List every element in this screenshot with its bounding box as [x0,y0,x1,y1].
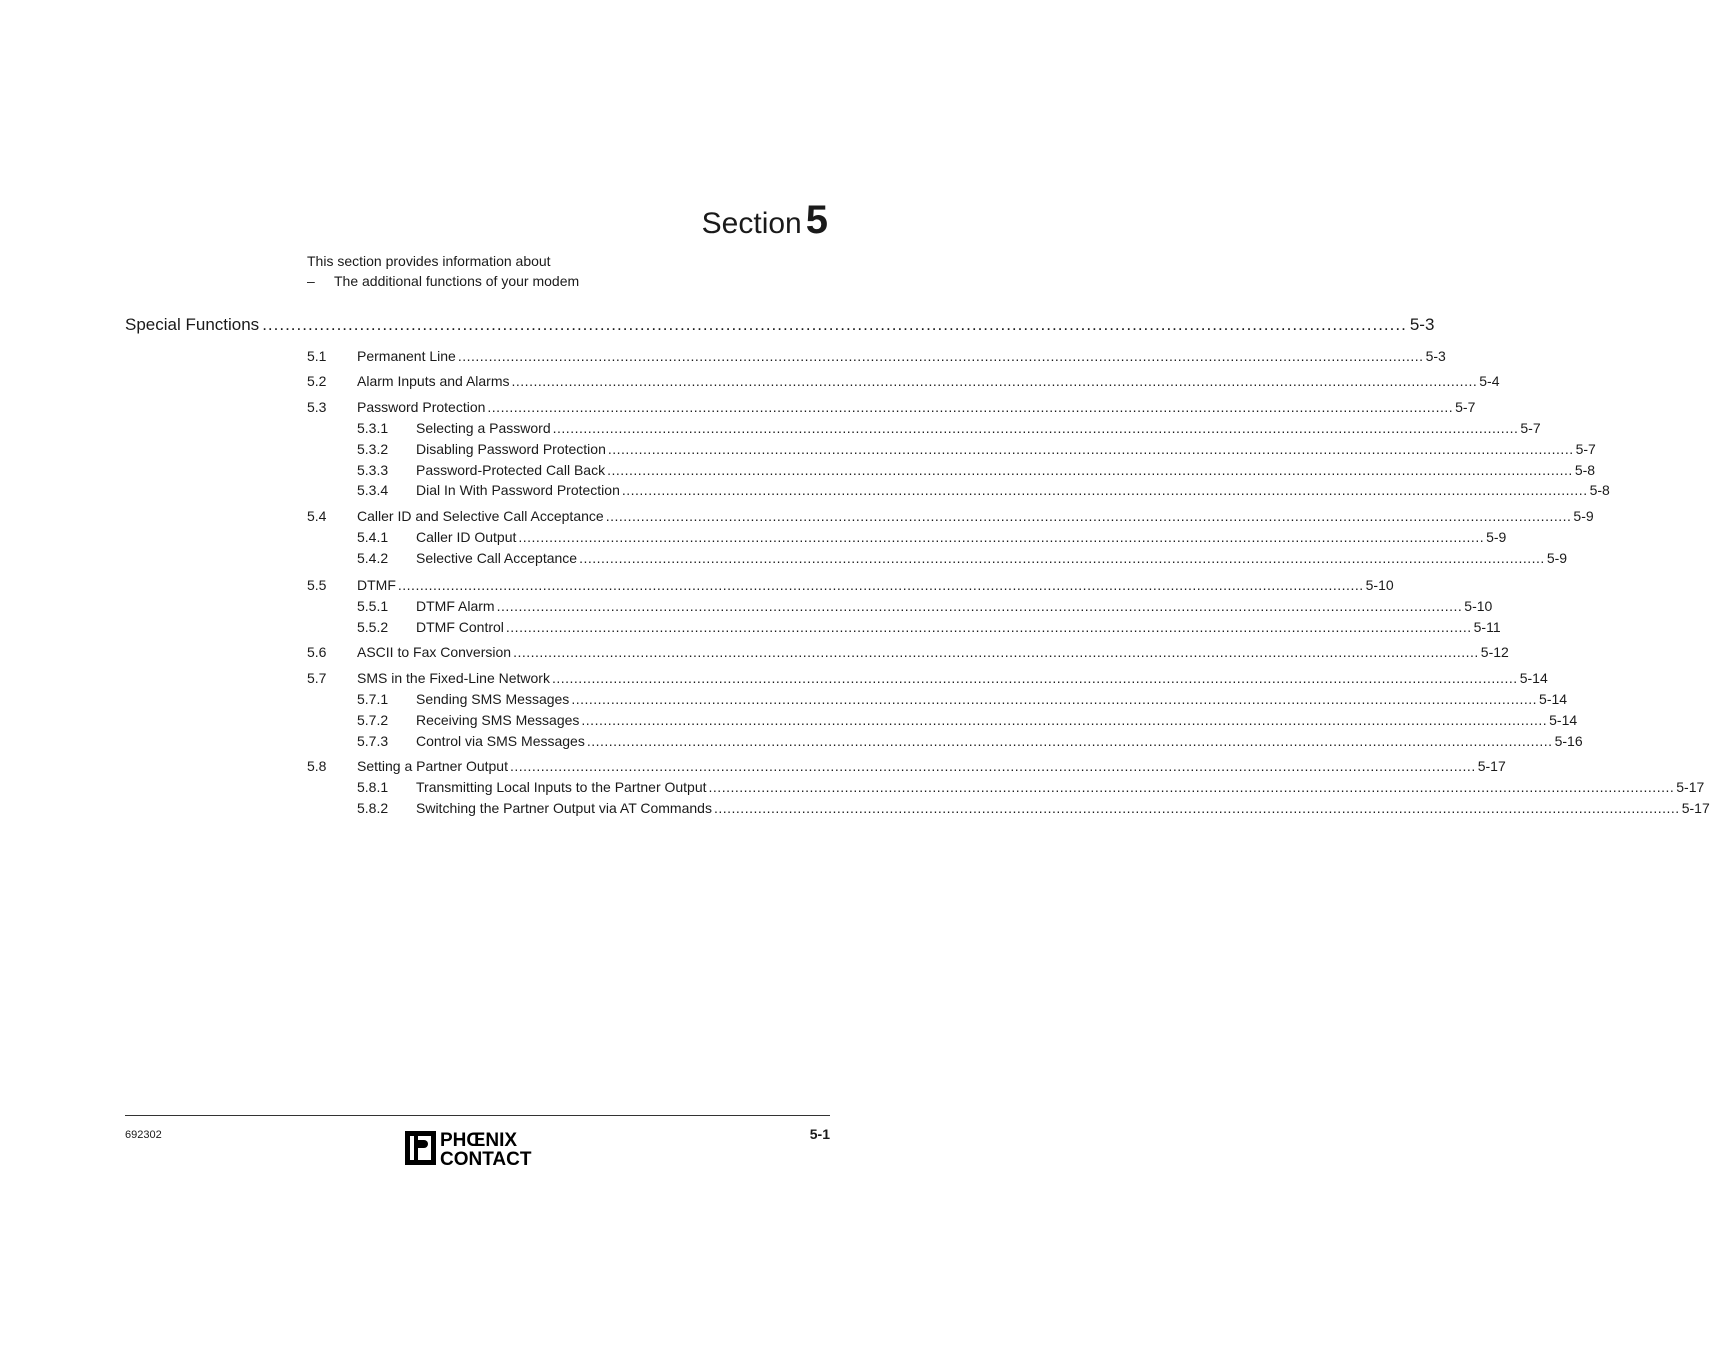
toc-leader-dots: ............................................................................................................................................................................................................................ [605,508,1572,524]
toc-entry-line [416,461,1596,479]
toc-entry-line [416,528,1507,546]
logo-line-1: PHŒNIX [440,1130,518,1151]
footer-divider [125,1115,830,1116]
toc-entry[interactable] [307,597,1493,615]
toc-entry-line [357,643,1509,661]
toc-entry[interactable] [307,481,1610,499]
intro-bullet-item: The additional functions of your modem [334,273,580,289]
toc-entry-line [416,481,1610,499]
toc-leader-dots: ............................................................................................................................................................................................................................ [552,420,1519,436]
toc-leader-dots: ............................................................................................................................................................................................................................ [397,577,1364,593]
toc-main-page: 5-3 [1409,315,1435,334]
toc-entry-number: 5.8 [307,758,327,774]
toc-entry-line [416,419,1541,437]
toc-entry-line [416,440,1596,458]
toc-leader-dots: ............................................................................................................................................................................................................................ [551,670,1518,686]
toc-entry[interactable] [307,372,1500,390]
toc-entry[interactable] [307,778,1705,796]
toc-entry[interactable] [307,507,1594,525]
logo-line-2: CONTACT [440,1149,532,1170]
intro-text: This section provides information about [307,253,551,269]
toc-entry-title: DTMF [357,577,396,593]
toc-entry[interactable] [307,757,1506,775]
toc-entry[interactable] [307,440,1596,458]
toc-entry-number: 5.7.2 [357,712,389,728]
toc-entry-title: Sending SMS Messages [416,691,570,707]
toc-leader-dots: ............................................................................................................................................................................................................................ [509,758,1476,774]
toc-entry[interactable] [307,528,1507,546]
toc-entry[interactable] [307,690,1568,708]
toc-entry-title: Selective Call Acceptance [416,550,578,566]
toc-main-entry[interactable] [125,315,1435,337]
toc-entry-page: 5-17 [1681,800,1710,816]
toc-leader-dots: ............................................................................................................................................................................................................................ [607,441,1574,457]
toc-entry-title: Alarm Inputs and Alarms [357,373,510,389]
toc-entry-page: 5-9 [1573,508,1594,524]
toc-entry[interactable] [307,419,1541,437]
toc-entry-number: 5.7 [307,670,327,686]
toc-entry-title: SMS in the Fixed-Line Network [357,670,550,686]
intro-dash: – [307,273,315,289]
toc-entry[interactable] [307,618,1501,636]
toc-entry[interactable] [307,461,1596,479]
toc-entry-page: 5-9 [1546,550,1568,566]
section-word: Section [701,207,802,240]
toc-leader-dots: ............................................................................................................................................................................................................................ [513,644,1479,660]
toc-entry[interactable] [307,549,1568,567]
toc-entry-page: 5-17 [1676,779,1705,795]
toc-entry-number: 5.5 [307,577,327,593]
toc-entry-title: Caller ID and Selective Call Acceptance [357,508,604,524]
toc-entry-line [357,576,1394,594]
toc-entry-title: Selecting a Password [416,420,551,436]
toc-entry-line [416,799,1710,817]
toc-leader-dots: ............................................................................................................................................................................................................................ [579,550,1545,566]
toc-entry-title: Dial In With Password Protection [416,482,620,498]
toc-entry[interactable] [307,732,1583,750]
toc-entry-line [357,347,1446,365]
toc-entry-title: Receiving SMS Messages [416,712,580,728]
toc-entry-title: Transmitting Local Inputs to the Partner Output [416,779,707,795]
toc-entry[interactable] [307,669,1548,687]
toc-entry-title: Disabling Password Protection [416,441,606,457]
toc-entry-line [357,507,1594,525]
toc-entry-title: Switching the Partner Output via AT Commands [416,800,712,816]
toc-entry-number: 5.3.1 [357,420,389,436]
toc-leader-dots: ............................................................................................................................................................................................................................ [581,712,1548,728]
toc-entry-line [357,372,1500,390]
toc-entry-number: 5.6 [307,644,327,660]
toc-entry[interactable] [307,347,1446,365]
toc-leader-dots: ............................................................................................................................................................................................................................ [487,399,1454,415]
toc-entry-number: 5.7.1 [357,691,389,707]
toc-entry[interactable] [307,576,1394,594]
section-heading [702,196,828,248]
toc-entry-title: Password Protection [357,399,486,415]
toc-entry-number: 5.1 [307,348,327,364]
toc-entry-number: 5.3.4 [357,482,389,498]
toc-entry-page: 5-9 [1486,529,1507,545]
toc-entry-number: 5.5.1 [357,598,389,614]
toc-entry-page: 5-4 [1479,373,1500,389]
toc-entry-title: DTMF Control [416,619,504,635]
toc-entry-number: 5.4.2 [357,550,389,566]
toc-entry-number: 5.4.1 [357,529,389,545]
toc-entry-title: DTMF Alarm [416,598,495,614]
toc-entry-title: Control via SMS Messages [416,733,585,749]
toc-entry-number: 5.4 [307,508,327,524]
page-number: 5-1 [809,1126,830,1142]
toc-leader-dots: ............................................................................................................................................................................................................................ [511,373,1478,389]
toc-entry-page: 5-7 [1455,399,1476,415]
toc-leader-dots: ........................................................................................................................................................................................................ [262,315,1407,334]
toc-entry-page: 5-10 [1464,598,1493,614]
toc-entry-line [357,669,1548,687]
toc-entry-line [416,549,1568,567]
toc-main-title: Special Functions [125,315,260,334]
toc-entry-line [416,690,1568,708]
toc-entry-line [357,757,1506,775]
toc-leader-dots: ............................................................................................................................................................................................................................ [586,733,1553,749]
toc-entry-page: 5-14 [1549,712,1578,728]
toc-entry-page: 5-16 [1554,733,1583,749]
toc-entry-number: 5.5.2 [357,619,389,635]
toc-entry-number: 5.3.3 [357,462,389,478]
toc-entry[interactable] [307,643,1509,661]
toc-leader-dots: ............................................................................................................................................................................................................................ [457,348,1424,364]
document-number: 692302 [125,1129,162,1141]
toc-leader-dots: ............................................................................................................................................................................................................................ [621,482,1588,498]
toc-entry-page: 5-3 [1425,348,1446,364]
toc-entry-page: 5-12 [1480,644,1509,660]
toc-entry[interactable] [307,711,1578,729]
toc-entry-title: Caller ID Output [416,529,517,545]
toc-leader-dots: ............................................................................................................................................................................................................................ [708,779,1675,795]
toc-entry-page: 5-8 [1574,462,1596,478]
toc-leader-dots: ............................................................................................................................................................................................................................ [518,529,1485,545]
toc-entry-line [357,398,1476,416]
toc-entry-title: Password-Protected Call Back [416,462,606,478]
toc-entry-number: 5.8.2 [357,800,389,816]
toc-entry-page: 5-14 [1519,670,1548,686]
toc-entry-page: 5-7 [1520,420,1541,436]
toc-entry-page: 5-14 [1539,691,1568,707]
toc-entry-page: 5-17 [1477,758,1506,774]
section-number: 5 [805,198,828,242]
toc-entry-page: 5-10 [1365,577,1394,593]
toc-entry[interactable] [307,799,1710,817]
toc-entry-number: 5.2 [307,373,327,389]
toc-leader-dots: ............................................................................................................................................................................................................................ [571,691,1538,707]
toc-entry-page: 5-11 [1473,619,1501,635]
toc-leader-dots: ............................................................................................................................................................................................................................ [713,800,1680,816]
toc-entry-title: ASCII to Fax Conversion [357,644,512,660]
toc-entry-page: 5-7 [1575,441,1596,457]
toc-entry-number: 5.7.3 [357,733,389,749]
toc-entry[interactable] [307,398,1476,416]
toc-entry-page: 5-8 [1589,482,1610,498]
toc-entry-line [416,778,1705,796]
toc-entry-title: Setting a Partner Output [357,758,508,774]
toc-entry-title: Permanent Line [357,348,456,364]
toc-entry-number: 5.3.2 [357,441,389,457]
toc-entry-line [416,597,1493,615]
toc-entry-line [416,732,1583,750]
toc-entry-number: 5.3 [307,399,327,415]
toc-leader-dots: ............................................................................................................................................................................................................................ [607,462,1573,478]
phoenix-contact-logo [404,1128,552,1168]
toc-entry-number: 5.8.1 [357,779,389,795]
toc-entry-line [416,618,1501,636]
toc-entry-line [416,711,1578,729]
toc-leader-dots: ............................................................................................................................................................................................................................ [496,598,1463,614]
toc-leader-dots: ............................................................................................................................................................................................................................ [505,619,1472,635]
